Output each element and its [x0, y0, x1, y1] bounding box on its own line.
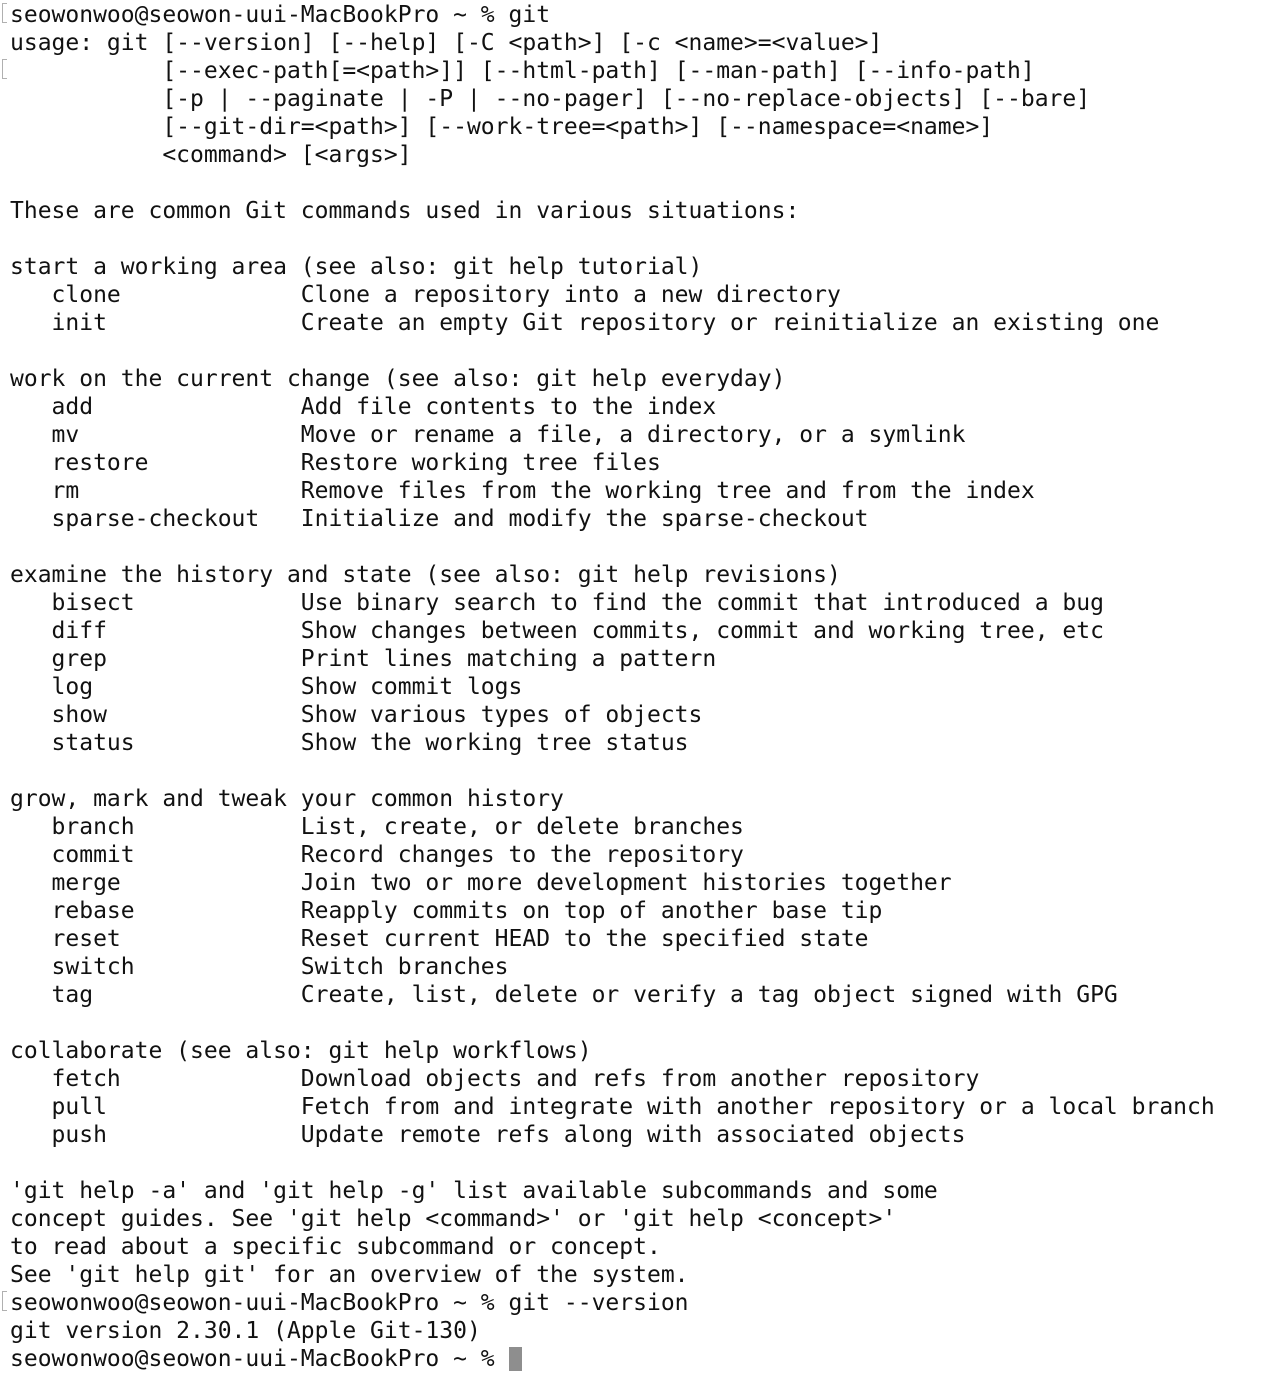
terminal-line: [0, 869, 1288, 897]
terminal-line: [0, 841, 1288, 869]
terminal-line-text: seowonwoo@seowon-uui-MacBookPro ~ % git: [10, 2, 551, 28]
terminal-line-text: show Show various types of objects: [10, 702, 703, 728]
terminal-line-text: branch List, create, or delete branches: [10, 814, 744, 840]
terminal-line-text: rm Remove files from the working tree and from the index: [10, 478, 1035, 504]
terminal-line-text: work on the current change (see also: git help everyday): [10, 366, 786, 392]
terminal-line-text: [-p | --paginate | -P | --no-pager] [--no-replace-objects] [--bare]: [10, 86, 1091, 112]
terminal-line: [0, 477, 1288, 505]
terminal-line-text: examine the history and state (see also: git help revisions): [10, 562, 841, 588]
terminal-line: [0, 1205, 1288, 1233]
terminal-line-text: restore Restore working tree files: [10, 450, 661, 476]
terminal-line-text: add Add file contents to the index: [10, 394, 717, 420]
terminal-line: [0, 113, 1288, 141]
terminal-line-text: fetch Download objects and refs from another repository: [10, 1066, 980, 1092]
terminal-line-text: grep Print lines matching a pattern: [10, 646, 717, 672]
terminal-line: [0, 85, 1288, 113]
terminal-line: [0, 197, 1288, 225]
terminal-line: [0, 981, 1288, 1009]
terminal-line: [0, 1065, 1288, 1093]
terminal-line: [0, 1233, 1288, 1261]
terminal-line-text: sparse-checkout Initialize and modify the sparse-checkout: [10, 506, 869, 532]
terminal-line-text: pull Fetch from and integrate with another repository or a local branch: [10, 1094, 1215, 1120]
terminal-line-text: [--exec-path[=<path>]] [--html-path] [--man-path] [--info-path]: [10, 58, 1035, 84]
terminal-line-text: commit Record changes to the repository: [10, 842, 744, 868]
terminal-line: [0, 505, 1288, 533]
terminal-line: [0, 253, 1288, 281]
terminal-line-text: collaborate (see also: git help workflows): [10, 1038, 592, 1064]
terminal-line-text: tag Create, list, delete or verify a tag object signed with GPG: [10, 982, 1118, 1008]
terminal-line: [0, 1289, 1288, 1317]
terminal-line-text: usage: git [--version] [--help] [-C <path>] [-c <name>=<value>]: [10, 30, 883, 56]
terminal-line-text: mv Move or rename a file, a directory, or a symlink: [10, 422, 966, 448]
terminal-line: [0, 365, 1288, 393]
terminal-line-text: bisect Use binary search to find the commit that introduced a bug: [10, 590, 1104, 616]
terminal-line-text: to read about a specific subcommand or concept.: [10, 1234, 661, 1260]
terminal-line-text: switch Switch branches: [10, 954, 509, 980]
terminal-line: [0, 225, 1288, 253]
terminal-line-text: These are common Git commands used in various situations:: [10, 198, 800, 224]
terminal-line: [0, 57, 1288, 85]
terminal-line: [0, 813, 1288, 841]
terminal-line-text: start a working area (see also: git help tutorial): [10, 254, 703, 280]
terminal-line: [0, 673, 1288, 701]
terminal-line-text: <command> [<args>]: [10, 142, 412, 168]
terminal-line: [0, 141, 1288, 169]
terminal-prompt-line[interactable]: [0, 1345, 1288, 1373]
terminal-line-text: [--git-dir=<path>] [--work-tree=<path>] [--namespace=<name>]: [10, 114, 994, 140]
terminal-line: [0, 925, 1288, 953]
terminal-line: [0, 1261, 1288, 1289]
terminal-line: [0, 281, 1288, 309]
terminal-line-text: rebase Reapply commits on top of another base tip: [10, 898, 883, 924]
terminal-line-text: init Create an empty Git repository or reinitialize an existing one: [10, 310, 1160, 336]
terminal-line-text: clone Clone a repository into a new directory: [10, 282, 841, 308]
line-mark-bracket: [2, 1291, 7, 1311]
terminal-line: [0, 1009, 1288, 1037]
terminal-line: [0, 645, 1288, 673]
terminal-line: [0, 1317, 1288, 1345]
terminal-line: [0, 757, 1288, 785]
terminal-line-text: push Update remote refs along with associated objects: [10, 1122, 966, 1148]
terminal-line: [0, 1, 1288, 29]
terminal-line-text: See 'git help git' for an overview of the system.: [10, 1262, 689, 1288]
terminal-line-text: merge Join two or more development histories together: [10, 870, 952, 896]
terminal-line-text: status Show the working tree status: [10, 730, 689, 756]
terminal-line: [0, 337, 1288, 365]
terminal-line: [0, 309, 1288, 337]
terminal-line: [0, 1037, 1288, 1065]
terminal-line: [0, 1149, 1288, 1177]
terminal-line: [0, 1093, 1288, 1121]
terminal-line: [0, 169, 1288, 197]
terminal-line-text: reset Reset current HEAD to the specified state: [10, 926, 869, 952]
terminal-line: [0, 533, 1288, 561]
prompt-text: seowonwoo@seowon-uui-MacBookPro ~ %: [10, 1346, 509, 1372]
terminal-line: [0, 393, 1288, 421]
text-cursor: [509, 1347, 522, 1371]
terminal-line-text: concept guides. See 'git help <command>' or 'git help <concept>': [10, 1206, 897, 1232]
terminal-line: [0, 785, 1288, 813]
terminal-line-text: git version 2.30.1 (Apple Git-130): [10, 1318, 481, 1344]
terminal-line-text: log Show commit logs: [10, 674, 523, 700]
terminal-line-text: diff Show changes between commits, commit and working tree, etc: [10, 618, 1104, 644]
terminal-line-text: seowonwoo@seowon-uui-MacBookPro ~ % git --version: [10, 1290, 689, 1316]
terminal-line: [0, 449, 1288, 477]
line-mark-bracket: [2, 59, 7, 79]
terminal-line: [0, 589, 1288, 617]
terminal-line: [0, 953, 1288, 981]
terminal-line: [0, 897, 1288, 925]
terminal-line: [0, 29, 1288, 57]
terminal-line: [0, 701, 1288, 729]
terminal-line-text: grow, mark and tweak your common history: [10, 786, 564, 812]
terminal-line: [0, 421, 1288, 449]
terminal-line: [0, 1177, 1288, 1205]
terminal-line: [0, 1121, 1288, 1149]
line-mark-bracket: [2, 3, 7, 23]
terminal-line: [0, 729, 1288, 757]
terminal-output: [0, 1, 1288, 1345]
terminal-line: [0, 617, 1288, 645]
terminal-line-text: 'git help -a' and 'git help -g' list available subcommands and some: [10, 1178, 938, 1204]
terminal-line: [0, 561, 1288, 589]
